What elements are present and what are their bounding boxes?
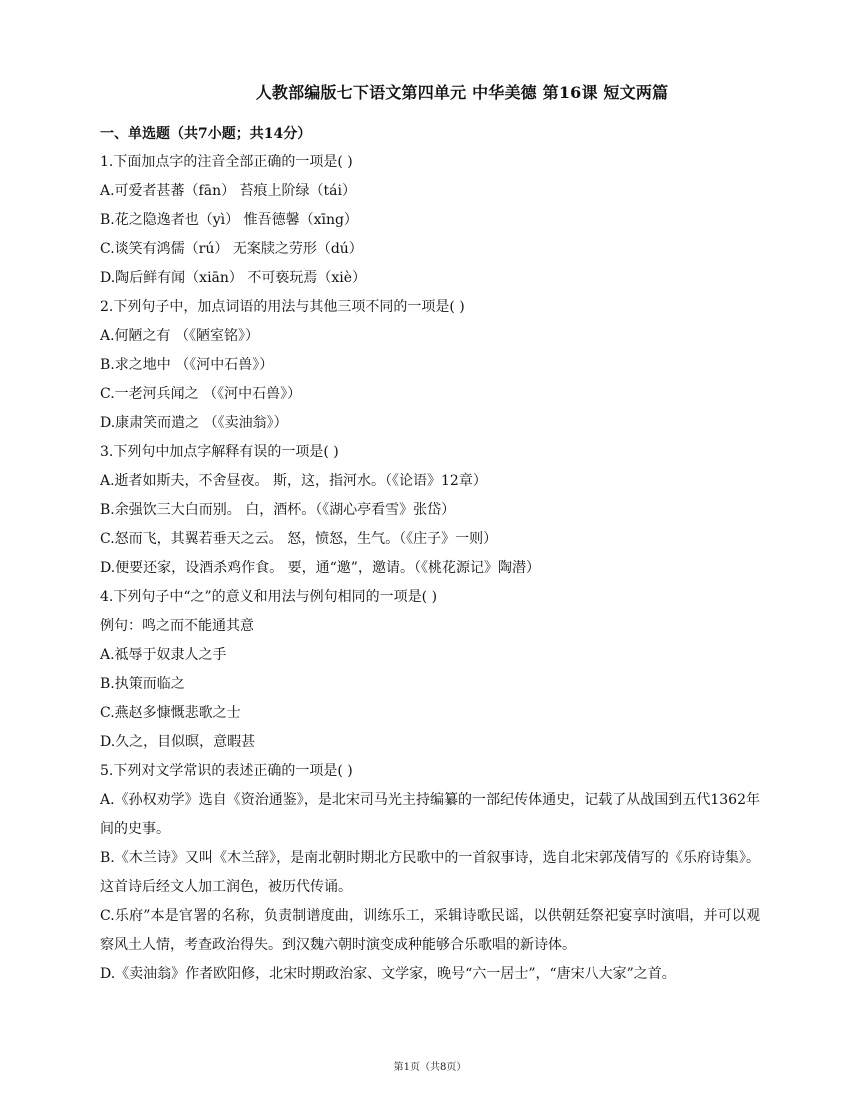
option-d: D.便要还家，设酒杀鸡作食。 要，通“邀”，邀请。（《桃花源记》陶潜） xyxy=(100,560,540,576)
page-number-footer: 第1页（共8页） xyxy=(393,1062,467,1073)
option-b: B.执策而临之 xyxy=(100,676,185,692)
option-a: A.可爱者甚蕃（fān） 苔痕上阶绿（tái） xyxy=(100,183,357,199)
option-a: A.祗辱于奴隶人之手 xyxy=(100,647,227,663)
option-d: D.《卖油翁》作者欧阳修，北宋时期政治家、文学家，晚号“六一居士”，“唐宋八大家”之首。 xyxy=(100,966,676,982)
option-a: A.《孙权劝学》选自《资治通鉴》，是北宋司马光主持编纂的一部纪传体通史，记载了从战国到五代1362年间的史事。 xyxy=(100,792,760,837)
question-2 xyxy=(100,293,760,438)
option-b: B.《木兰诗》又叫《木兰辞》，是南北朝时期北方民歌中的一首叙事诗，选自北宋郭茂倩写的《乐府诗集》。这首诗后经文人加工润色，被历代传诵。 xyxy=(100,850,760,895)
question-stem: 4.下列句子中“之”的意义和用法与例句相同的一项是( ) xyxy=(100,589,438,605)
option-d: D.陶后鲜有闻（xiān） 不可亵玩焉（xiè） xyxy=(100,270,367,286)
question-4 xyxy=(100,583,760,757)
option-c: C.一老河兵闻之 （《河中石兽》） xyxy=(100,386,302,402)
option-c: C.乐府”本是官署的名称，负责制谱度曲，训练乐工，采辑诗歌民谣，以供朝廷祭祀宴享时演唱，并可以观察风土人情，考查政治得失。到汉魏六朝时演变成种能够合乐歌唱的新诗体。 xyxy=(100,908,760,953)
document-title: 人教部编版七下语文第四单元 中华美德 第16课 短文两篇 xyxy=(255,83,669,102)
option-d: D.久之，目似暝，意暇甚 xyxy=(100,734,256,750)
question-stem: 1.下面加点字的注音全部正确的一项是( ) xyxy=(100,154,353,170)
option-a: A.逝者如斯夫，不舍昼夜。 斯，这，指河水。（《论语》12章） xyxy=(100,473,487,489)
question-5 xyxy=(100,757,760,989)
option-c: C.怒而飞，其翼若垂天之云。 怒，愤怒，生气。（《庄子》一则） xyxy=(100,531,498,547)
question-stem: 5.下列对文学常识的表述正确的一项是( ) xyxy=(100,763,353,779)
question-1 xyxy=(100,148,760,293)
option-b: B.花之隐逸者也（yì） 惟吾德馨（xīng） xyxy=(100,212,358,228)
option-c: C.燕赵多慷慨悲歌之士 xyxy=(100,705,241,721)
question-list xyxy=(100,120,760,989)
option-d: D.康肃笑而遣之 （《卖油翁》） xyxy=(100,415,288,431)
option-c: C.谈笑有鸿儒（rú） 无案牍之劳形（dú） xyxy=(100,241,363,257)
option-b: B.求之地中 （《河中石兽》） xyxy=(100,357,274,373)
question-stem: 3.下列句中加点字解释有误的一项是( ) xyxy=(100,444,339,460)
example-sentence: 例句：鸣之而不能通其意 xyxy=(100,618,254,634)
option-a: A.何陋之有 （《陋室铭》） xyxy=(100,328,260,344)
question-stem: 2.下列句子中，加点词语的用法与其他三项不同的一项是( ) xyxy=(100,299,465,315)
option-b: B.余强饮三大白而别。 白，酒杯。（《湖心亭看雪》张岱） xyxy=(100,502,456,518)
section-heading: 一、单选题（共7小题；共14分） xyxy=(100,126,312,142)
question-3 xyxy=(100,438,760,583)
